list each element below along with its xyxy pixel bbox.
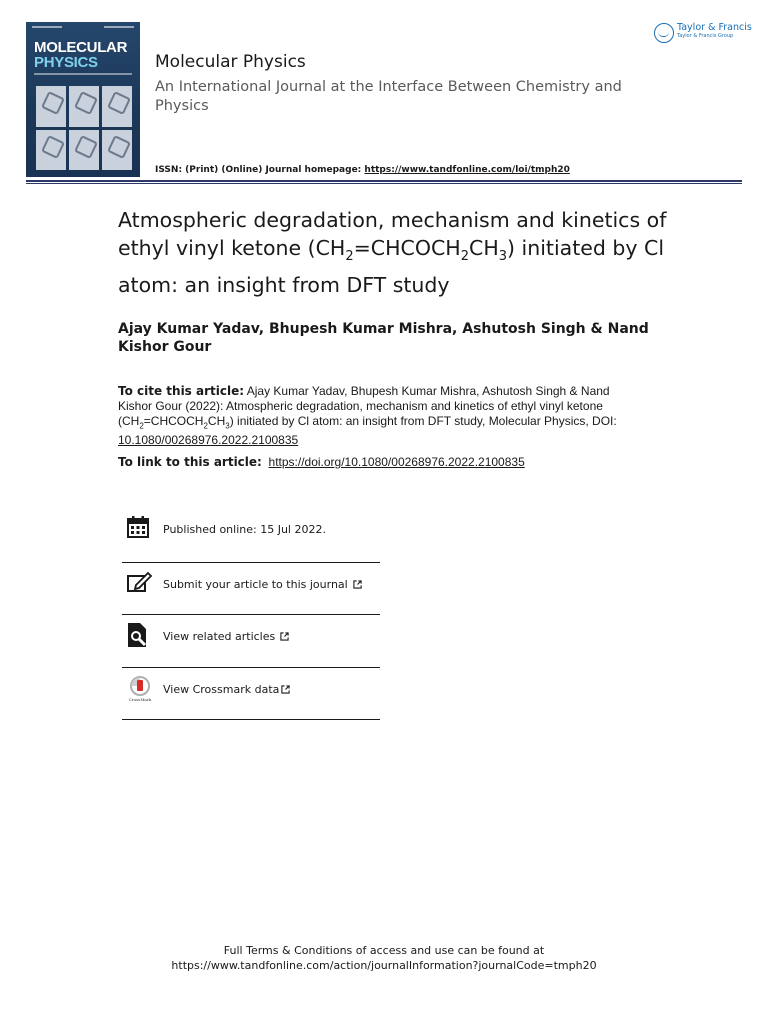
footer-terms: Full Terms & Conditions of access and use can be found at — [223, 944, 545, 957]
cover-image-cell — [102, 130, 132, 171]
citation-block — [118, 384, 638, 448]
published-row — [122, 503, 380, 555]
info-divider — [122, 719, 380, 720]
crossmark-link[interactable] — [122, 663, 380, 715]
edit-icon — [126, 570, 154, 598]
header-divider — [26, 180, 742, 182]
issn-prefix: ISSN: (Print) (Online) Journal homepage: — [155, 165, 365, 175]
submit-article-label: Submit your article to this journal — [163, 577, 348, 591]
link-label: To link to this article: — [118, 455, 262, 469]
cover-image-cell — [69, 130, 99, 171]
title-text: ) initiated by Cl atom: an insight from DFT study — [118, 236, 665, 298]
issn-line — [155, 165, 570, 175]
publisher-logo — [654, 22, 752, 43]
article-doi-link[interactable]: https://doi.org/10.1080/00268976.2022.2100835 — [268, 455, 525, 469]
article-authors: Ajay Kumar Yadav, Bhupesh Kumar Mishra, Ashutosh Singh & Nand Kishor Gour — [118, 321, 649, 355]
citation-text: Ajay Kumar Yadav, Bhupesh Kumar Mishra, Ashutosh Singh & Nand Kishor Gour (2022): Atmospheric degradation, mechanism and kinetics of ethyl vinyl ketone (CH — [118, 384, 610, 428]
citation-text: ) initiated by Cl atom: an insight from DFT study, Molecular Physics, DOI: — [229, 414, 617, 428]
title-text: CH — [469, 236, 499, 260]
related-articles-link[interactable] — [122, 610, 380, 662]
journal-cover — [26, 22, 140, 177]
citation-text: =CHCOCH — [143, 414, 204, 428]
publisher-name: Taylor & Francis — [677, 22, 752, 33]
external-link-icon — [353, 580, 362, 589]
external-link-icon — [281, 685, 290, 694]
citation-subscript: 2 — [139, 421, 144, 431]
crossmark-icon-label: CrossMark — [128, 697, 152, 702]
title-subscript: 2 — [460, 249, 469, 265]
external-link-icon — [280, 632, 289, 641]
calendar-icon — [126, 515, 154, 543]
citation-subscript: 3 — [225, 421, 230, 431]
submit-article-link[interactable] — [122, 558, 380, 610]
citation-subscript: 2 — [203, 421, 208, 431]
journal-subtitle: An International Journal at the Interface Between Chemistry and Physics — [155, 79, 622, 114]
footer-terms-url[interactable]: https://www.tandfonline.com/action/journalInformation?journalCode=tmph20 — [171, 959, 597, 972]
cover-image-cell — [36, 130, 66, 171]
title-subscript: 2 — [345, 249, 354, 265]
article-link-line — [118, 455, 525, 469]
crossmark-label: View Crossmark data — [163, 682, 280, 696]
cover-subtitle-bar — [34, 73, 132, 75]
published-date: Published online: 15 Jul 2022. — [163, 522, 326, 536]
title-text: Atmospheric degradation, mechanism and kinetics of ethyl vinyl ketone (CH — [118, 208, 667, 260]
cover-image-cell — [102, 86, 132, 127]
cover-title-line1: MOLECULAR — [34, 39, 128, 56]
cover-topline — [32, 26, 134, 32]
search-document-icon — [126, 622, 154, 650]
article-title — [118, 206, 678, 299]
header-divider-thin — [26, 183, 742, 184]
citation-text: CH — [207, 414, 226, 428]
publisher-logo-icon — [654, 23, 674, 43]
cover-image-cell — [69, 86, 99, 127]
publisher-group: Taylor & Francis Group — [677, 33, 734, 39]
title-text: =CHCOCH — [353, 236, 461, 260]
footer — [0, 943, 768, 973]
citation-label: To cite this article: — [118, 384, 245, 398]
journal-title: Molecular Physics — [155, 52, 306, 72]
crossmark-icon — [126, 675, 154, 703]
cover-image-cell — [36, 86, 66, 127]
cover-title-line2: PHYSICS — [34, 54, 98, 71]
cover-image-grid — [36, 86, 132, 170]
citation-doi-link[interactable]: 10.1080/00268976.2022.2100835 — [118, 433, 299, 448]
journal-homepage-link[interactable]: https://www.tandfonline.com/loi/tmph20 — [364, 165, 570, 175]
title-subscript: 3 — [498, 249, 508, 265]
related-articles-label: View related articles — [163, 629, 276, 643]
